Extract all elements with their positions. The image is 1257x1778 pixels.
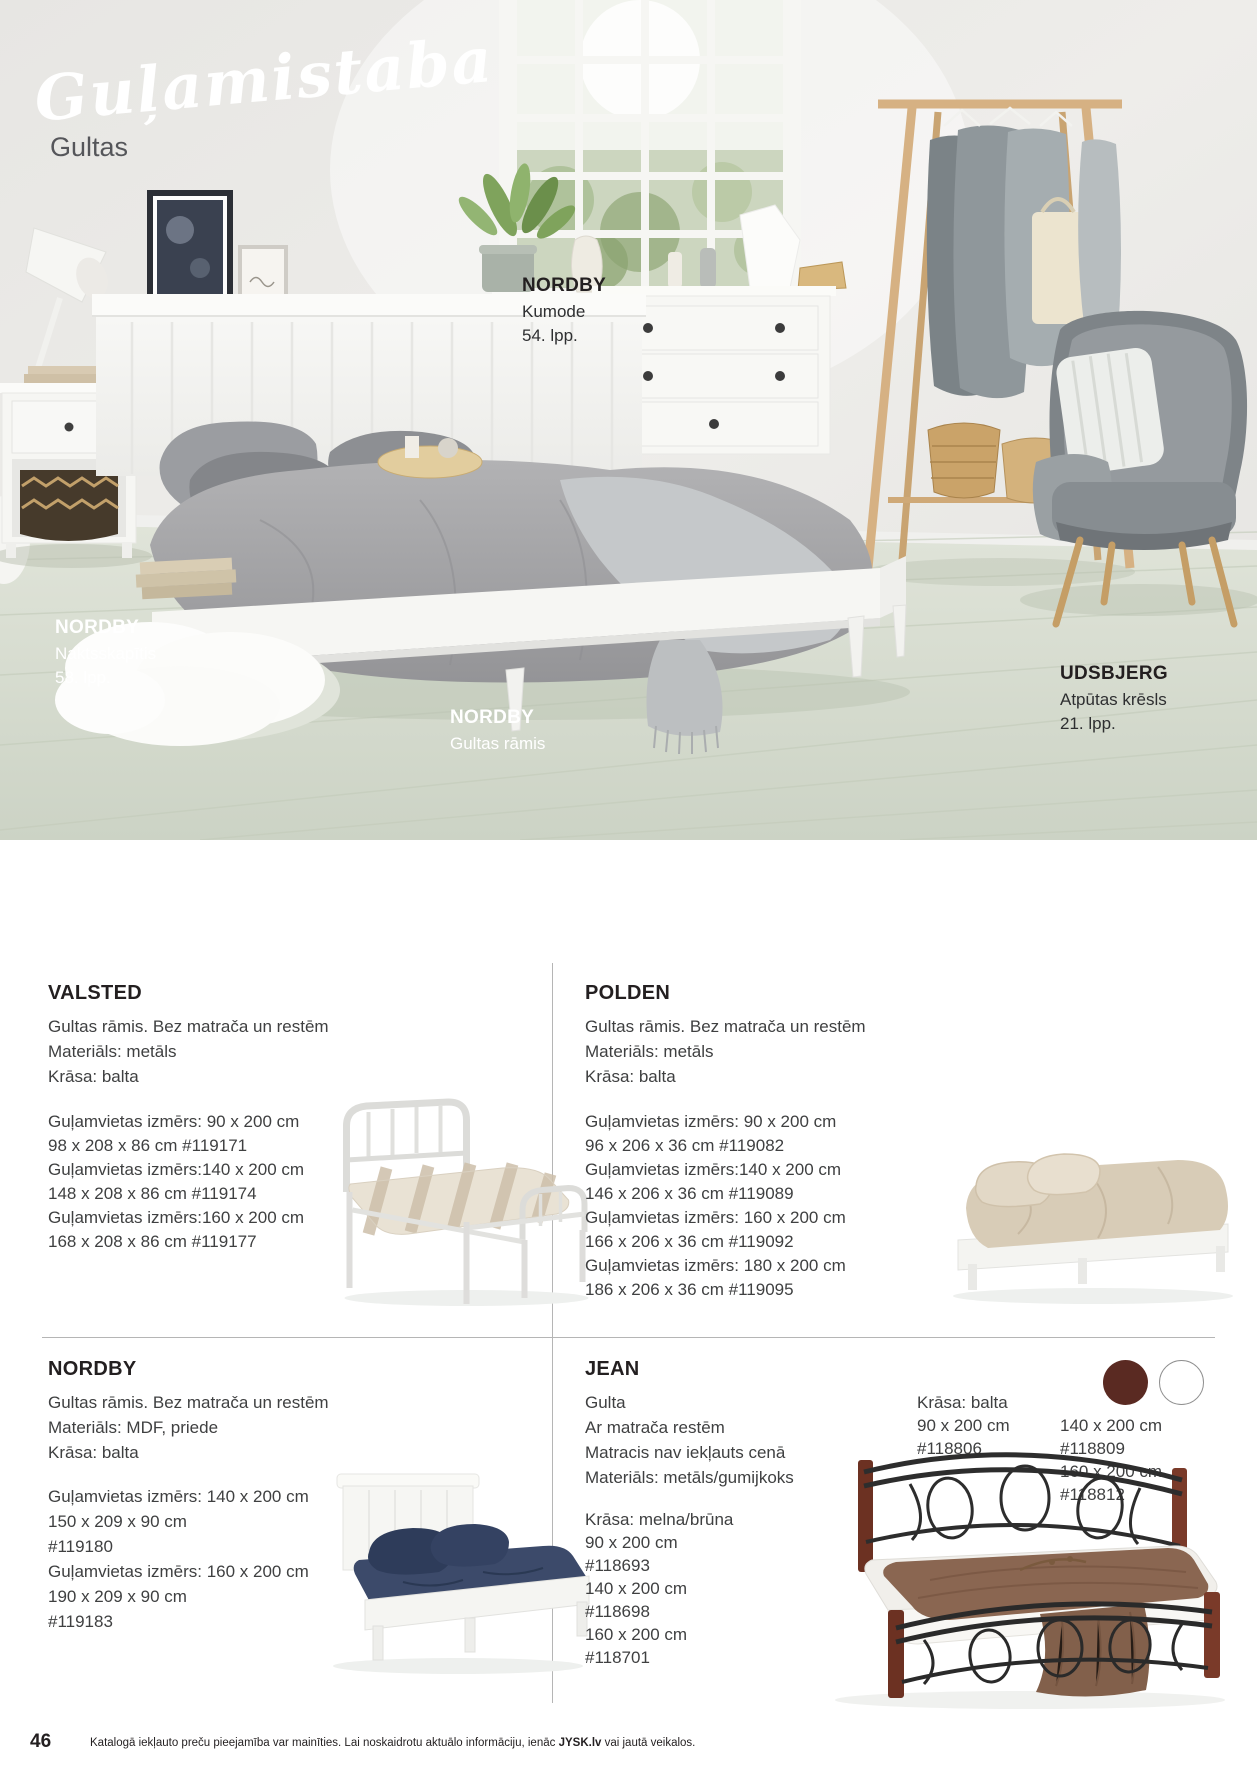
basket [928,423,1000,498]
desc-line: Materiāls: metāls [585,1042,714,1061]
variant-line: 140 x 200 cm [1060,1416,1163,1435]
hero-photo [0,0,1257,840]
color-swatch-white [1159,1360,1204,1405]
callout-product-name: NORDBY [450,707,535,728]
desc-line: Materiāls: MDF, priede [48,1418,219,1437]
floor-books [136,558,237,600]
size-line: Guļamvietas izmērs:140 x 200 cm [48,1160,305,1179]
product-title-jean: JEAN [585,1358,640,1380]
row-divider [42,1337,1215,1338]
callout-udsbjerg [1060,662,1168,736]
size-line: Guļamvietas izmērs:160 x 200 cm [48,1208,305,1227]
product-image-jean [800,1442,1250,1717]
product-description [585,1014,866,1089]
product-image-polden [928,1112,1253,1312]
variant-line: #118809 [1060,1439,1125,1458]
tote-bag [1032,212,1084,324]
callout-gultas-ramis [450,706,545,756]
product-title-polden: POLDEN [585,982,671,1004]
variant-line: #118806 [917,1439,982,1458]
size-line: Guļamvietas izmērs: 160 x 200 cm [585,1208,846,1227]
callout-line: Atpūtas krēsls [1060,690,1167,709]
desc-line: Matracis nav iekļauts cenā [585,1443,786,1462]
variant-line: 140 x 200 cm [585,1579,688,1598]
product-image-nordby [303,1452,603,1682]
desc-line: Gultas rāmis. Bez matrača un restēm [48,1017,329,1036]
size-line: 168 x 208 x 86 cm #119177 [48,1232,257,1251]
size-line: 150 x 209 x 90 cm [48,1512,187,1531]
footer-disclaimer [90,1737,695,1749]
variant-line: #118698 [585,1602,650,1621]
desc-line: Materiāls: metāls [48,1042,177,1061]
callout-page-ref: 21. lpp. [1060,714,1116,733]
size-line: Guļamvietas izmērs: 90 x 200 cm [585,1112,837,1131]
product-sizes [585,1110,846,1302]
product-sizes [48,1484,309,1634]
page-subtitle: Gultas [50,132,129,162]
size-line: Guļamvietas izmērs: 180 x 200 cm [585,1256,846,1275]
size-line: #119183 [48,1612,113,1631]
size-line: Guļamvietas izmērs: 140 x 200 cm [48,1487,309,1506]
callout-kumode [522,274,606,348]
desc-line: Gultas rāmis. Bez matrača un restēm [585,1017,866,1036]
footer-text-before: Katalogā iekļauto preču pieejamība var mainīties. Lai noskaidrotu aktuālo informāciju, ienāc [90,1737,559,1749]
product-description [48,1014,329,1089]
desc-line: Materiāls: metāls/gumijkoks [585,1468,794,1487]
variant-line: #118701 [585,1648,650,1667]
variant-line: 90 x 200 cm [585,1533,678,1552]
color-swatch-brown [1103,1360,1148,1405]
desc-line: Krāsa: balta [48,1443,139,1462]
variant-line: Krāsa: balta [917,1393,1008,1412]
variant-line: Krāsa: melna/brūna [585,1510,734,1529]
footer-brand: JYSK.lv [558,1737,602,1749]
size-line: 166 x 206 x 36 cm #119092 [585,1232,794,1251]
product-image-valsted [315,1092,613,1315]
product-description [48,1390,329,1465]
page-number: 46 [30,1731,52,1752]
product-sizes [48,1110,304,1254]
footer-text-after: vai jautā veikalos. [601,1737,696,1749]
variant-line: 160 x 200 cm [1060,1462,1163,1481]
callout-line: Naktsskapītis [55,644,157,663]
desc-line: Krāsa: balta [48,1067,139,1086]
desc-line: Krāsa: balta [585,1067,676,1086]
callout-product-name: NORDBY [55,617,140,638]
breakfast-tray [378,446,482,478]
page-title: Guļamistaba [31,22,497,136]
size-line: #119180 [48,1537,113,1556]
callout-product-name: NORDBY [522,275,607,296]
product-title-valsted: VALSTED [48,982,142,1004]
variant-line: 90 x 200 cm [917,1416,1010,1435]
size-line: 98 x 208 x 86 cm #119171 [48,1136,248,1155]
callout-naktsskapitis [55,616,156,690]
desc-line: Ar matrača restēm [585,1418,725,1437]
variant-line: #118812 [1060,1485,1125,1504]
variant-line: #118693 [585,1556,650,1575]
size-line: Guļamvietas izmērs: 90 x 200 cm [48,1112,300,1131]
size-line: 96 x 206 x 36 cm #119082 [585,1136,785,1155]
desc-line: Gulta [585,1393,626,1412]
callout-page-ref: 58. lpp. [55,668,111,687]
size-line: Guļamvietas izmērs:140 x 200 cm [585,1160,842,1179]
desc-line: Gultas rāmis. Bez matrača un restēm [48,1393,329,1412]
callout-page-ref: 54. lpp. [522,326,578,345]
product-title-nordby: NORDBY [48,1358,137,1380]
product-description [585,1390,794,1490]
size-line: Guļamvietas izmērs: 160 x 200 cm [48,1562,309,1581]
jean-variant-black-brown [585,1508,733,1669]
size-line: 146 x 206 x 36 cm #119089 [585,1184,794,1203]
size-line: 148 x 208 x 86 cm #119174 [48,1184,257,1203]
size-line: 186 x 206 x 36 cm #119095 [585,1280,794,1299]
callout-line: Gultas rāmis [450,734,546,753]
callout-line: Kumode [522,302,586,321]
callout-product-name: UDSBJERG [1060,663,1168,684]
size-line: 190 x 209 x 90 cm [48,1587,187,1606]
variant-line: 160 x 200 cm [585,1625,688,1644]
